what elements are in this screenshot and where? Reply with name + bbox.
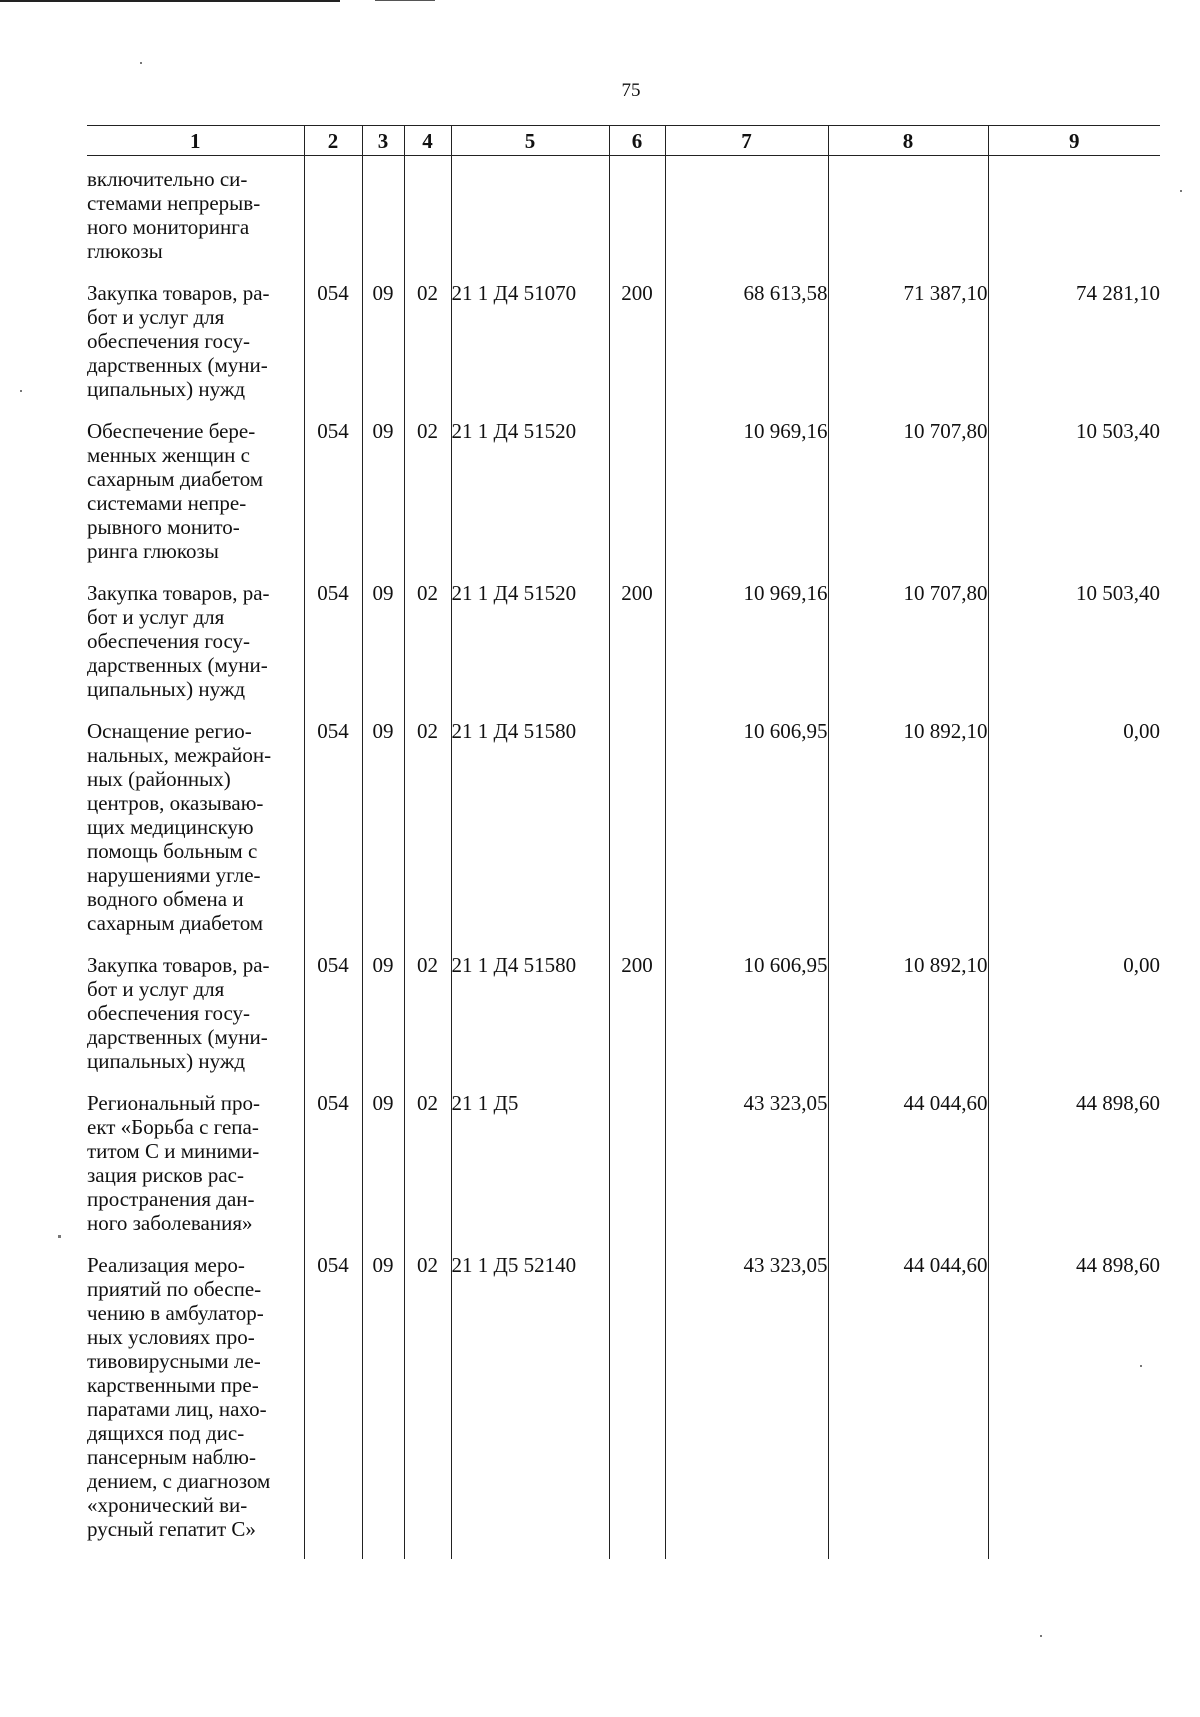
row-name-line: дарственных (муни- — [87, 353, 268, 377]
top-rule — [0, 0, 340, 2]
cell-name — [87, 953, 304, 1091]
cell-section: 09 — [362, 419, 404, 581]
row-name-line: дящихся под дис- — [87, 1421, 245, 1445]
cell-amount-year2 — [828, 156, 988, 282]
cell-amount-year2: 44 044,60 — [828, 1091, 988, 1253]
row-name-line: нарушениями угле- — [87, 863, 261, 887]
cell-amount-year2: 10 892,10 — [828, 953, 988, 1091]
cell-subsection: 02 — [404, 419, 451, 581]
cell-amount-year2: 10 707,80 — [828, 419, 988, 581]
table-row — [87, 1253, 1160, 1559]
table-row — [87, 581, 1160, 719]
cell-amount-year3: 0,00 — [988, 719, 1160, 953]
cell-amount-year3: 44 898,60 — [988, 1091, 1160, 1253]
row-name-line: ных условиях про- — [87, 1325, 255, 1349]
row-name-line: Реализация меро- — [87, 1253, 245, 1277]
row-name-line: Закупка товаров, ра- — [87, 281, 270, 305]
scan-speck — [20, 390, 22, 392]
cell-target-item: 21 1 Д5 — [451, 1091, 609, 1253]
cell-section: 09 — [362, 1253, 404, 1559]
row-name-text — [87, 719, 297, 935]
cell-target-item: 21 1 Д5 52140 — [451, 1253, 609, 1559]
cell-amount-year1: 43 323,05 — [665, 1091, 828, 1253]
row-name-line: чению в амбулатор- — [87, 1301, 264, 1325]
row-name-line: ципальных) нужд — [87, 377, 246, 401]
row-name-line: центров, оказываю- — [87, 791, 264, 815]
col-header-2: 2 — [304, 126, 362, 156]
cell-amount-year1: 43 323,05 — [665, 1253, 828, 1559]
cell-amount-year2: 10 892,10 — [828, 719, 988, 953]
row-name-text — [87, 581, 297, 701]
table-row — [87, 953, 1160, 1091]
row-name-line: ципальных) нужд — [87, 1049, 246, 1073]
row-name-line: менных женщин с — [87, 443, 250, 467]
scan-speck — [140, 62, 142, 64]
col-header-9: 9 — [988, 126, 1160, 156]
cell-name — [87, 581, 304, 719]
cell-amount-year3: 74 281,10 — [988, 281, 1160, 419]
row-name-line: сахарным диабетом — [87, 911, 264, 935]
row-name-line: системами непре- — [87, 491, 247, 515]
cell-name — [87, 419, 304, 581]
cell-amount-year3: 0,00 — [988, 953, 1160, 1091]
row-name-line: Закупка товаров, ра- — [87, 953, 270, 977]
cell-amount-year1 — [665, 156, 828, 282]
table-row — [87, 1091, 1160, 1253]
cell-subsection: 02 — [404, 281, 451, 419]
row-name-text — [87, 281, 297, 401]
col-header-1: 1 — [87, 126, 304, 156]
row-name-line: помощь больным с — [87, 839, 258, 863]
cell-expense-type — [609, 1091, 665, 1253]
cell-expense-type: 200 — [609, 953, 665, 1091]
row-name-line: ект «Борьба с гепа- — [87, 1115, 259, 1139]
col-header-8: 8 — [828, 126, 988, 156]
cell-amount-year3: 10 503,40 — [988, 581, 1160, 719]
cell-target-item: 21 1 Д4 51520 — [451, 419, 609, 581]
cell-gp: 054 — [304, 953, 362, 1091]
col-header-3: 3 — [362, 126, 404, 156]
table-body — [87, 156, 1160, 1560]
cell-name — [87, 1091, 304, 1253]
cell-subsection — [404, 156, 451, 282]
table-row — [87, 281, 1160, 419]
row-name-line: бот и услуг для — [87, 605, 225, 629]
row-name-line: дарственных (муни- — [87, 653, 268, 677]
row-name-line: бот и услуг для — [87, 977, 225, 1001]
row-name-line: Закупка товаров, ра- — [87, 581, 270, 605]
cell-section: 09 — [362, 1091, 404, 1253]
table-row — [87, 156, 1160, 282]
row-name-line: тивовирусными ле- — [87, 1349, 261, 1373]
row-name-line: Региональный про- — [87, 1091, 260, 1115]
cell-amount-year1: 10 606,95 — [665, 953, 828, 1091]
cell-subsection: 02 — [404, 719, 451, 953]
table-row — [87, 719, 1160, 953]
row-name-line: дарственных (муни- — [87, 1025, 268, 1049]
row-name-line: титом С и миними- — [87, 1139, 260, 1163]
row-name-line: зация рисков рас- — [87, 1163, 244, 1187]
row-name-line: обеспечения госу- — [87, 329, 251, 353]
cell-gp: 054 — [304, 719, 362, 953]
cell-subsection: 02 — [404, 1091, 451, 1253]
row-name-line: ного заболевания» — [87, 1211, 253, 1235]
cell-name — [87, 1253, 304, 1559]
scan-speck — [1180, 190, 1182, 192]
cell-subsection: 02 — [404, 581, 451, 719]
cell-amount-year2: 10 707,80 — [828, 581, 988, 719]
row-name-line: ринга глюкозы — [87, 539, 219, 563]
row-name-line: пространения дан- — [87, 1187, 255, 1211]
cell-expense-type — [609, 1253, 665, 1559]
cell-amount-year2: 44 044,60 — [828, 1253, 988, 1559]
row-name-line: Обеспечение бере- — [87, 419, 256, 443]
cell-expense-type — [609, 719, 665, 953]
cell-gp: 054 — [304, 419, 362, 581]
row-name-line: Оснащение регио- — [87, 719, 252, 743]
cell-section: 09 — [362, 719, 404, 953]
col-header-5: 5 — [451, 126, 609, 156]
row-name-line: ного мониторинга — [87, 215, 250, 239]
cell-section: 09 — [362, 281, 404, 419]
cell-gp — [304, 156, 362, 282]
row-name-line: приятий по обеспе- — [87, 1277, 262, 1301]
row-name-text — [87, 1091, 297, 1235]
row-name-line: ципальных) нужд — [87, 677, 246, 701]
cell-gp: 054 — [304, 581, 362, 719]
cell-amount-year1: 10 969,16 — [665, 581, 828, 719]
row-name-text — [87, 419, 297, 563]
cell-expense-type — [609, 156, 665, 282]
cell-amount-year1: 10 969,16 — [665, 419, 828, 581]
cell-expense-type: 200 — [609, 581, 665, 719]
cell-name — [87, 156, 304, 282]
row-name-line: водного обмена и — [87, 887, 244, 911]
row-name-line: щих медицинскую — [87, 815, 254, 839]
row-name-line: русный гепатит С» — [87, 1517, 256, 1541]
scan-speck — [1140, 1365, 1142, 1367]
row-name-line: глюкозы — [87, 239, 163, 263]
cell-amount-year3: 44 898,60 — [988, 1253, 1160, 1559]
row-name-line: «хронический ви- — [87, 1493, 248, 1517]
budget-table — [87, 125, 1160, 1559]
cell-name — [87, 281, 304, 419]
cell-gp: 054 — [304, 281, 362, 419]
cell-target-item: 21 1 Д4 51070 — [451, 281, 609, 419]
cell-target-item: 21 1 Д4 51580 — [451, 719, 609, 953]
table-row — [87, 419, 1160, 581]
cell-subsection: 02 — [404, 953, 451, 1091]
cell-amount-year2: 71 387,10 — [828, 281, 988, 419]
page-number: 75 — [621, 80, 641, 101]
row-name-line: рывного монито- — [87, 515, 240, 539]
scan-speck — [1040, 1635, 1042, 1637]
cell-target-item: 21 1 Д4 51580 — [451, 953, 609, 1091]
cell-section: 09 — [362, 581, 404, 719]
cell-amount-year3 — [988, 156, 1160, 282]
row-name-text — [87, 1253, 297, 1541]
cell-amount-year1: 68 613,58 — [665, 281, 828, 419]
row-name-line: ных (районных) — [87, 767, 231, 791]
cell-name — [87, 719, 304, 953]
col-header-6: 6 — [609, 126, 665, 156]
row-name-line: бот и услуг для — [87, 305, 225, 329]
row-name-line: карственными пре- — [87, 1373, 259, 1397]
row-name-line: сахарным диабетом — [87, 467, 264, 491]
cell-gp: 054 — [304, 1253, 362, 1559]
row-name-line: включительно си- — [87, 167, 248, 191]
cell-amount-year3: 10 503,40 — [988, 419, 1160, 581]
row-name-line: дением, с диагнозом — [87, 1469, 271, 1493]
row-name-text — [87, 953, 297, 1073]
col-header-7: 7 — [665, 126, 828, 156]
top-rule-fragment — [375, 0, 435, 1]
cell-target-item: 21 1 Д4 51520 — [451, 581, 609, 719]
row-name-line: обеспечения госу- — [87, 629, 251, 653]
cell-expense-type — [609, 419, 665, 581]
row-name-line: паратами лиц, нахо- — [87, 1397, 267, 1421]
cell-gp: 054 — [304, 1091, 362, 1253]
col-header-4: 4 — [404, 126, 451, 156]
cell-expense-type: 200 — [609, 281, 665, 419]
row-name-line: стемами непрерыв- — [87, 191, 261, 215]
row-name-text — [87, 167, 297, 263]
row-name-line: нальных, межрайон- — [87, 743, 272, 767]
header-row — [87, 126, 1160, 156]
cell-section — [362, 156, 404, 282]
cell-target-item — [451, 156, 609, 282]
cell-subsection: 02 — [404, 1253, 451, 1559]
cell-section: 09 — [362, 953, 404, 1091]
row-name-line: пансерным наблю- — [87, 1445, 256, 1469]
scan-speck — [58, 1235, 61, 1238]
cell-amount-year1: 10 606,95 — [665, 719, 828, 953]
row-name-line: обеспечения госу- — [87, 1001, 251, 1025]
